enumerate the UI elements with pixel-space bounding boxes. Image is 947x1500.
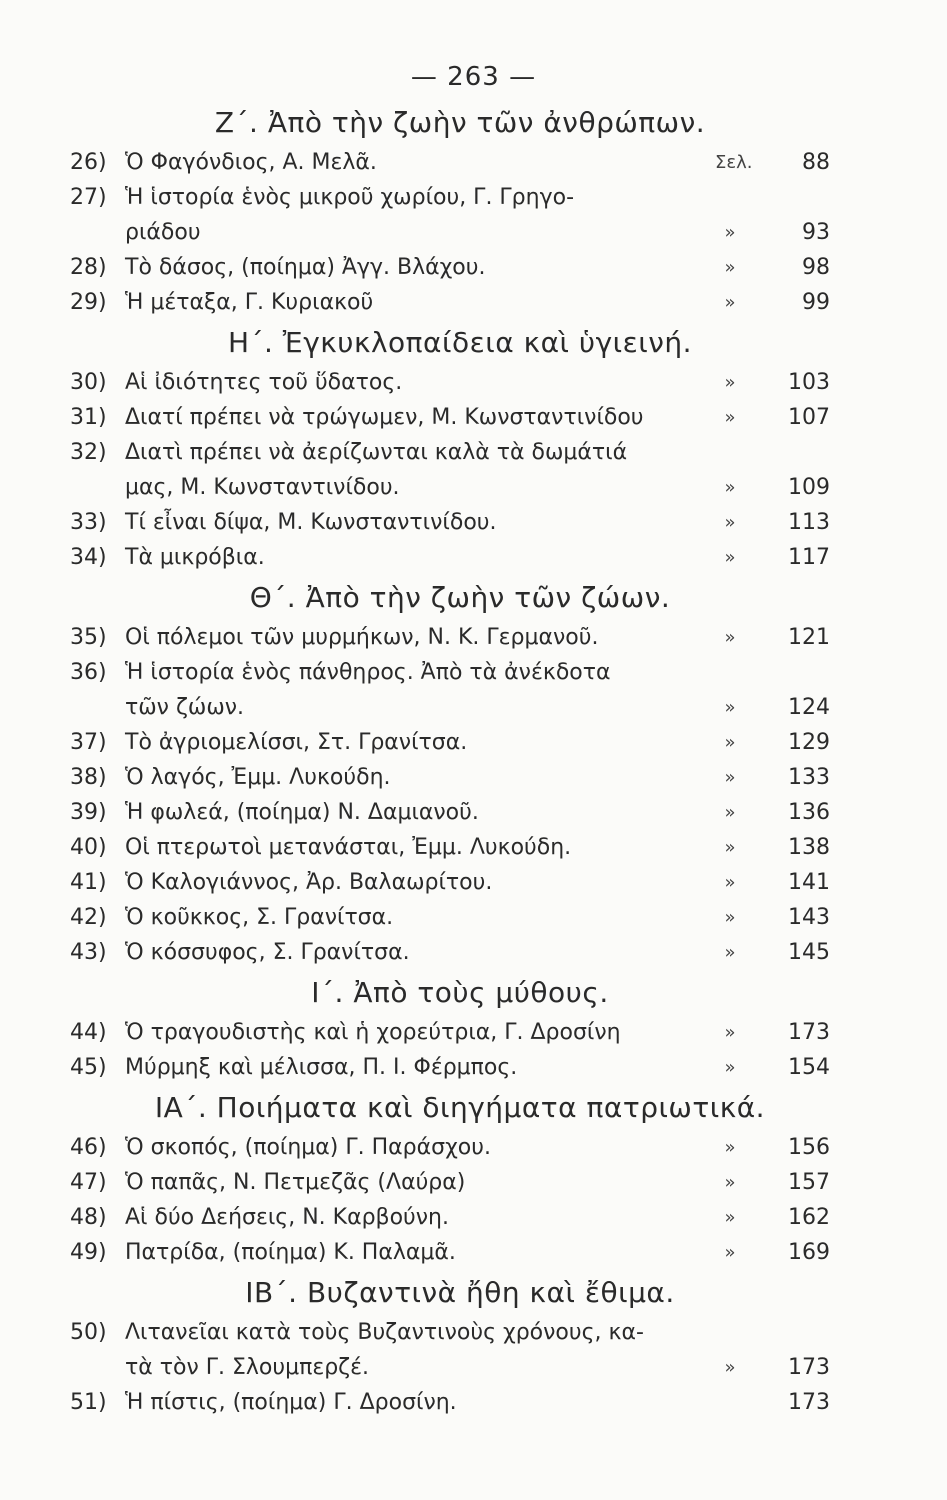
toc-entry-line xyxy=(70,795,850,830)
ditto-mark: » xyxy=(724,1022,736,1043)
toc-entry xyxy=(70,435,850,505)
toc-entry xyxy=(70,250,850,285)
entry-number: 29) xyxy=(70,290,107,315)
entry-page: 109 xyxy=(788,475,830,500)
entry-title: Μύρμηξ καὶ μέλισσα, Π. Ι. Φέρμπος. xyxy=(125,1055,518,1080)
ditto-mark: » xyxy=(724,407,736,428)
entry-page: 121 xyxy=(788,625,830,650)
toc-entry xyxy=(70,180,850,250)
toc-entry-line xyxy=(70,1350,850,1385)
entry-title: Τὰ μικρόβια. xyxy=(125,545,265,570)
toc-entry xyxy=(70,1050,850,1085)
entry-number: 47) xyxy=(70,1170,107,1195)
section-title: ΙΒ΄. Βυζαντινὰ ἤθη καὶ ἔθιμα. xyxy=(245,1276,675,1309)
entry-title: ριάδου xyxy=(125,220,201,245)
ditto-mark: » xyxy=(724,732,736,753)
entry-number: 26) xyxy=(70,150,107,175)
toc-entry-line xyxy=(70,725,850,760)
toc-entry-line xyxy=(70,505,850,540)
entry-number: 33) xyxy=(70,510,107,535)
entry-title: Οἱ πτερωτοὶ μετανάσται, Ἐμμ. Λυκούδη. xyxy=(125,835,572,860)
section-title: Θ΄. Ἀπὸ τὴν ζωὴν τῶν ζώων. xyxy=(249,581,671,614)
ditto-mark: » xyxy=(724,257,736,278)
entry-page: 88 xyxy=(802,150,830,175)
ditto-mark: » xyxy=(724,837,736,858)
entry-page: 98 xyxy=(802,255,830,280)
entry-number: 49) xyxy=(70,1240,107,1265)
ditto-mark: » xyxy=(724,872,736,893)
entry-title: Αἱ ἰδιότητες τοῦ ὕδατος. xyxy=(125,370,403,395)
ditto-mark: » xyxy=(724,292,736,313)
section-title: Ζ΄. Ἀπὸ τὴν ζωὴν τῶν ἀνθρώπων. xyxy=(214,106,706,139)
entry-page: 93 xyxy=(802,220,830,245)
entry-page: 136 xyxy=(788,800,830,825)
entry-number: 44) xyxy=(70,1020,107,1045)
entry-title: Ὁ λαγός, Ἐμμ. Λυκούδη. xyxy=(125,765,391,790)
entry-number: 41) xyxy=(70,870,107,895)
entry-title: Ἡ φωλεά, (ποίημα) Ν. Δαμιανοῦ. xyxy=(125,800,479,825)
entry-title: Αἱ δύο Δεήσεις, Ν. Καρβούνη. xyxy=(125,1205,449,1230)
entry-title: Οἱ πόλεμοι τῶν μυρμήκων, Ν. Κ. Γερμανοῦ. xyxy=(125,625,599,650)
toc-entry-line xyxy=(70,285,850,320)
entry-number: 34) xyxy=(70,545,107,570)
entry-title: Λιτανεῖαι κατὰ τοὺς Βυζαντινοὺς χρόνους, κα- xyxy=(125,1320,644,1345)
toc-entry-line xyxy=(70,900,850,935)
toc-entry-line xyxy=(70,365,850,400)
entry-page: 129 xyxy=(788,730,830,755)
entry-title: Ἡ πίστις, (ποίημα) Γ. Δροσίνη. xyxy=(125,1390,457,1415)
toc-entry xyxy=(70,505,850,540)
toc-entry-line xyxy=(70,1315,850,1350)
entry-page: 145 xyxy=(788,940,830,965)
entry-page: 143 xyxy=(788,905,830,930)
toc-entry-line xyxy=(70,470,850,505)
toc-entry xyxy=(70,400,850,435)
table-of-contents xyxy=(70,100,850,1420)
toc-entry-line xyxy=(70,145,850,180)
ditto-mark: » xyxy=(724,802,736,823)
toc-entry-line xyxy=(70,540,850,575)
entry-number: 39) xyxy=(70,800,107,825)
ditto-mark: » xyxy=(724,697,736,718)
ditto-mark: » xyxy=(724,512,736,533)
toc-entry xyxy=(70,1015,850,1050)
entry-title: Πατρίδα, (ποίημα) Κ. Παλαμᾶ. xyxy=(125,1240,456,1265)
ditto-mark: » xyxy=(724,1137,736,1158)
entry-title: τὰ τὸν Γ. Σλουμπερζέ. xyxy=(125,1355,370,1380)
toc-entry-line xyxy=(70,250,850,285)
entry-number: 31) xyxy=(70,405,107,430)
toc-entry xyxy=(70,285,850,320)
entry-number: 28) xyxy=(70,255,107,280)
toc-entry xyxy=(70,865,850,900)
toc-entry xyxy=(70,1165,850,1200)
entry-title: Τὸ ἀγριομελίσσι, Στ. Γρανίτσα. xyxy=(125,730,468,755)
entry-page: 173 xyxy=(788,1355,830,1380)
section-title: ΙΑ΄. Ποιήματα καὶ διηγήματα πατριωτικά. xyxy=(154,1091,766,1124)
toc-entry xyxy=(70,1235,850,1270)
entry-title: Διατί πρέπει νὰ τρώγωμεν, Μ. Κωνσταντινίδου xyxy=(125,405,644,430)
entry-number: 48) xyxy=(70,1205,107,1230)
ditto-mark: » xyxy=(724,1057,736,1078)
entry-title: Ὁ Καλογιάννος, Ἀρ. Βαλαωρίτου. xyxy=(125,870,493,895)
ditto-mark: » xyxy=(724,627,736,648)
toc-entry-line xyxy=(70,760,850,795)
toc-entry-line xyxy=(70,830,850,865)
toc-entry xyxy=(70,795,850,830)
entry-number: 40) xyxy=(70,835,107,860)
entry-page: 113 xyxy=(788,510,830,535)
entry-page: 99 xyxy=(802,290,830,315)
toc-entry-line xyxy=(70,1165,850,1200)
entry-page: 157 xyxy=(788,1170,830,1195)
ditto-mark: » xyxy=(724,942,736,963)
toc-entry-line xyxy=(70,690,850,725)
entry-title: Ἡ ἱστορία ἑνὸς πάνθηρος. Ἀπὸ τὰ ἀνέκδοτα xyxy=(125,660,611,685)
ditto-mark: » xyxy=(724,477,736,498)
entry-number: 43) xyxy=(70,940,107,965)
toc-entry-line xyxy=(70,400,850,435)
toc-entry-line xyxy=(70,620,850,655)
entry-number: 50) xyxy=(70,1320,107,1345)
ditto-mark: » xyxy=(724,1172,736,1193)
toc-entry xyxy=(70,830,850,865)
toc-entry xyxy=(70,145,850,180)
entry-title: μας, Μ. Κωνσταντινίδου. xyxy=(125,475,400,500)
entry-page: 141 xyxy=(788,870,830,895)
entry-page: 117 xyxy=(788,545,830,570)
entry-title: Τὸ δάσος, (ποίημα) Ἀγγ. Βλάχου. xyxy=(125,255,486,280)
toc-entry xyxy=(70,900,850,935)
entry-title: Ὁ κόσσυφος, Σ. Γρανίτσα. xyxy=(125,940,410,965)
ditto-mark: » xyxy=(724,907,736,928)
entry-title: Ὁ σκοπός, (ποίημα) Γ. Παράσχου. xyxy=(125,1135,491,1160)
ditto-mark: » xyxy=(724,767,736,788)
toc-entry-line xyxy=(70,1050,850,1085)
toc-entry xyxy=(70,1315,850,1385)
entry-page: 169 xyxy=(788,1240,830,1265)
toc-entry-line xyxy=(70,1130,850,1165)
entry-number: 35) xyxy=(70,625,107,650)
toc-entry xyxy=(70,1130,850,1165)
ditto-mark: » xyxy=(724,1357,736,1378)
toc-entry-line xyxy=(70,180,850,215)
entry-title: Τί εἶναι δίψα, Μ. Κωνσταντινίδου. xyxy=(125,510,497,535)
entry-title: Ἡ μέταξα, Γ. Κυριακοῦ xyxy=(125,290,374,315)
ditto-mark: » xyxy=(724,1242,736,1263)
entry-page: 133 xyxy=(788,765,830,790)
ditto-mark: » xyxy=(724,222,736,243)
section-title: Ι΄. Ἀπὸ τοὺς μύθους. xyxy=(311,976,609,1009)
toc-entry-line xyxy=(70,865,850,900)
entry-page: 107 xyxy=(788,405,830,430)
entry-number: 46) xyxy=(70,1135,107,1160)
entry-page: 162 xyxy=(788,1205,830,1230)
toc-entry xyxy=(70,935,850,970)
ditto-mark: » xyxy=(724,372,736,393)
toc-entry xyxy=(70,620,850,655)
toc-entry-line xyxy=(70,1235,850,1270)
entry-page: 173 xyxy=(788,1390,830,1415)
entry-title: τῶν ζώων. xyxy=(125,695,245,720)
entry-title: Ὁ Φαγόνδιος, Α. Μελᾶ. xyxy=(125,150,377,175)
entry-number: 30) xyxy=(70,370,107,395)
entry-number: 37) xyxy=(70,730,107,755)
toc-entry-line xyxy=(70,935,850,970)
entry-title: Ὁ τραγουδιστὴς καὶ ἡ χορεύτρια, Γ. Δροσίνη xyxy=(125,1020,621,1045)
entry-title: Ὁ παπᾶς, Ν. Πετμεζᾶς (Λαύρα) xyxy=(125,1170,466,1195)
entry-number: 45) xyxy=(70,1055,107,1080)
toc-entry-line xyxy=(70,1200,850,1235)
entry-page: 173 xyxy=(788,1020,830,1045)
toc-entry-line xyxy=(70,435,850,470)
toc-entry-line xyxy=(70,215,850,250)
toc-entry xyxy=(70,365,850,400)
toc-entry xyxy=(70,760,850,795)
entry-title: Ἡ ἱστορία ἑνὸς μικροῦ χωρίου, Γ. Γρηγο- xyxy=(125,185,575,210)
entry-page: 124 xyxy=(788,695,830,720)
section-title: Η΄. Ἐγκυκλοπαίδεια καὶ ὑγιεινή. xyxy=(227,326,693,359)
page-number: — 263 — xyxy=(410,62,537,92)
toc-entry xyxy=(70,540,850,575)
entry-number: 38) xyxy=(70,765,107,790)
entry-title: Ὁ κοῦκκος, Σ. Γρανίτσα. xyxy=(125,905,394,930)
toc-entry xyxy=(70,1200,850,1235)
toc-entry xyxy=(70,725,850,760)
toc-entry-line xyxy=(70,1015,850,1050)
ditto-mark: » xyxy=(724,1207,736,1228)
entry-number: 36) xyxy=(70,660,107,685)
entry-title: Διατὶ πρέπει νὰ ἀερίζωνται καλὰ τὰ δωμάτιά xyxy=(125,440,628,465)
entry-page: 103 xyxy=(788,370,830,395)
entry-number: 27) xyxy=(70,185,107,210)
ditto-mark: » xyxy=(724,547,736,568)
toc-entry xyxy=(70,1385,850,1420)
entry-page: 156 xyxy=(788,1135,830,1160)
entry-page: 138 xyxy=(788,835,830,860)
ditto-mark: Σελ. xyxy=(715,152,753,173)
entry-page: 154 xyxy=(788,1055,830,1080)
toc-entry xyxy=(70,655,850,725)
toc-entry-line xyxy=(70,1385,850,1420)
toc-entry-line xyxy=(70,655,850,690)
entry-number: 51) xyxy=(70,1390,107,1415)
entry-number: 42) xyxy=(70,905,107,930)
entry-number: 32) xyxy=(70,440,107,465)
